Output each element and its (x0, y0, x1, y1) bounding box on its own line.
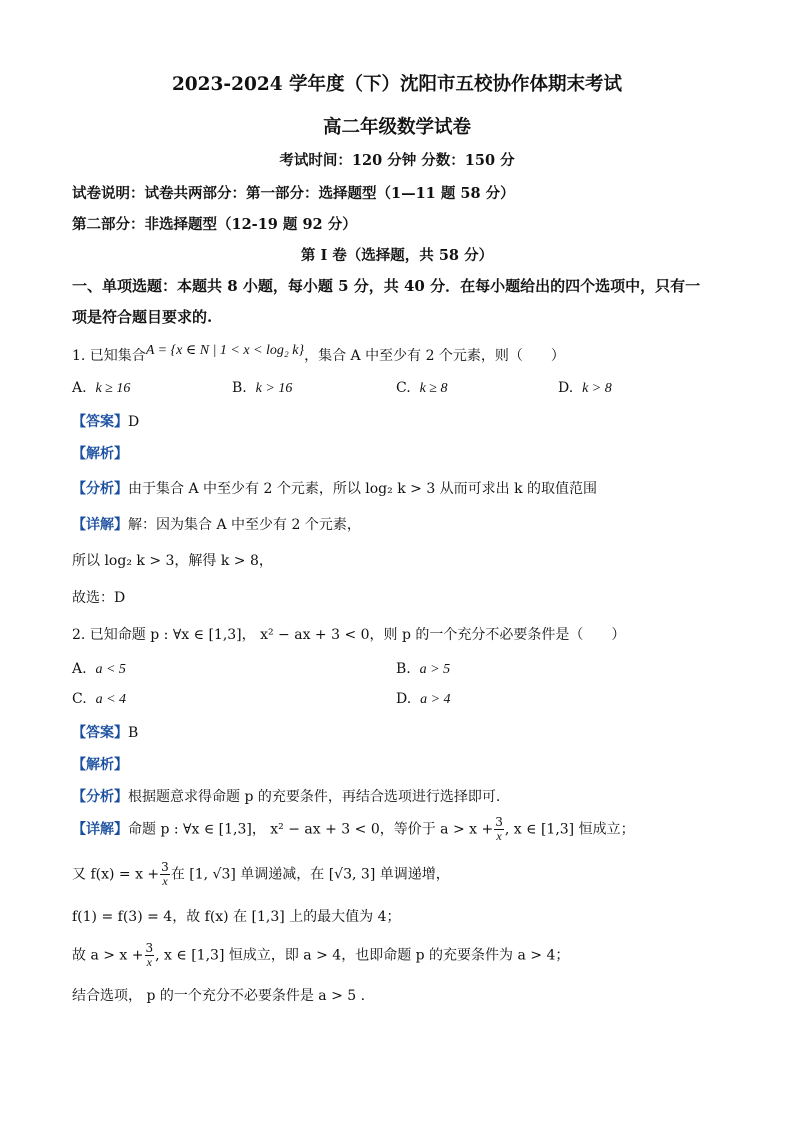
exam-subtitle: 高二年级数学试卷 (322, 117, 471, 138)
q1-detail-3: 故选：D (72, 590, 126, 606)
part1-instruction-1: 一、单项选题：本题共 8 小题，每小题 5 分，共 40 分．在每小题给出的四个选项中，只有一 (72, 277, 701, 295)
paper-note-2: 第二部分：非选择题型（12-19 题 92 分） (72, 216, 357, 233)
q2-detail-1: 【详解】命题 p : ∀x ∈ [1,3]， x² − ax + 3 < 0，等价于 a > x + $\frac{3}{x}$ , x ∈ [1,3] 恒成立； (72, 815, 635, 843)
q1-answer (72, 411, 139, 431)
exam-title: 2023-2024 学年度（下）沈阳市五校协作体期末考试 (171, 74, 623, 95)
answer-tag: 【答案】 (72, 414, 128, 430)
q2-detail-3: f(1) = f(3) = 4，故 f(x) 在 [1,3] 上的最大值为 4； (72, 909, 401, 925)
q2-detail-4: 故 a > x + $\frac{3}{x}$ , x ∈ [1,3] 恒成立，即 a > 4，也即命题 p 的充要条件为 a > 4； (72, 941, 570, 969)
exam-info: 考试时间：120 分钟 分数：150 分 (279, 152, 515, 169)
q2-analysis-tag: 【解析】 (72, 757, 128, 773)
q1-fenxi: 【分析】由于集合 A 中至少有 2 个元素，所以 log₂ k > 3 从而可求出 k 的取值范围 (72, 481, 598, 497)
section-title: 第 I 卷（选择题，共 58 分） (300, 247, 494, 264)
q2-option-a: A. a < 5 (72, 661, 126, 677)
q1-stem-prefix: 1. 已知集合 (72, 348, 146, 364)
fraction-3-over-x: $\frac{3}{x}$ (495, 815, 503, 843)
q1-detail-1: 【详解】解：因为集合 A 中至少有 2 个元素， (72, 517, 361, 533)
q1-option-c: C. k ≥ 8 (396, 380, 448, 396)
q2-answer-value: B (128, 725, 139, 741)
part1-instruction-2: 项是符合题目要求的. (72, 308, 213, 326)
q2-option-b: B. a > 5 (396, 661, 451, 677)
q2-detail-5: 结合选项， p 的一个充分不必要条件是 a > 5 . (72, 988, 366, 1004)
fraction-3-over-x: $\frac{3}{x}$ (145, 941, 154, 969)
answer-tag: 【答案】 (72, 725, 128, 741)
q1-set-expression: A = {x ∈ N | 1 < x < log₂ k} (145, 343, 305, 358)
q1-option-d: D. k > 8 (558, 380, 612, 396)
q1-option-a: A. k ≥ 16 (72, 380, 131, 396)
q2-fenxi: 【分析】根据题意求得命题 p 的充要条件，再结合选项进行选择即可. (72, 789, 501, 805)
q1-stem-suffix: ，集合 A 中至少有 2 个元素，则（ ） (304, 348, 565, 364)
fraction-3-over-x: $\frac{3}{x}$ (161, 860, 169, 888)
q2-option-d: D. a > 4 (396, 691, 451, 707)
q1-detail-2: 所以 log₂ k > 3，解得 k > 8， (72, 553, 273, 569)
paper-note-1: 试卷说明：试卷共两部分：第一部分：选择题型（1—11 题 58 分） (72, 185, 515, 202)
q2-option-c: C. a < 4 (72, 691, 127, 707)
q1-stem (72, 345, 565, 365)
q2-answer (72, 722, 138, 742)
q2-detail-2: 又 f(x) = x + $\frac{3}{x}$ 在 [1, √3] 单调递减，在 [√3, 3] 单调递增， (72, 860, 450, 888)
q1-answer-value: D (128, 414, 140, 430)
q1-analysis-tag: 【解析】 (72, 446, 128, 462)
q2-stem: 2. 已知命题 p : ∀x ∈ [1,3]， x² − ax + 3 < 0，则 p 的一个充分不必要条件是（ ） (72, 627, 626, 643)
q1-option-b: B. k > 16 (232, 380, 293, 396)
